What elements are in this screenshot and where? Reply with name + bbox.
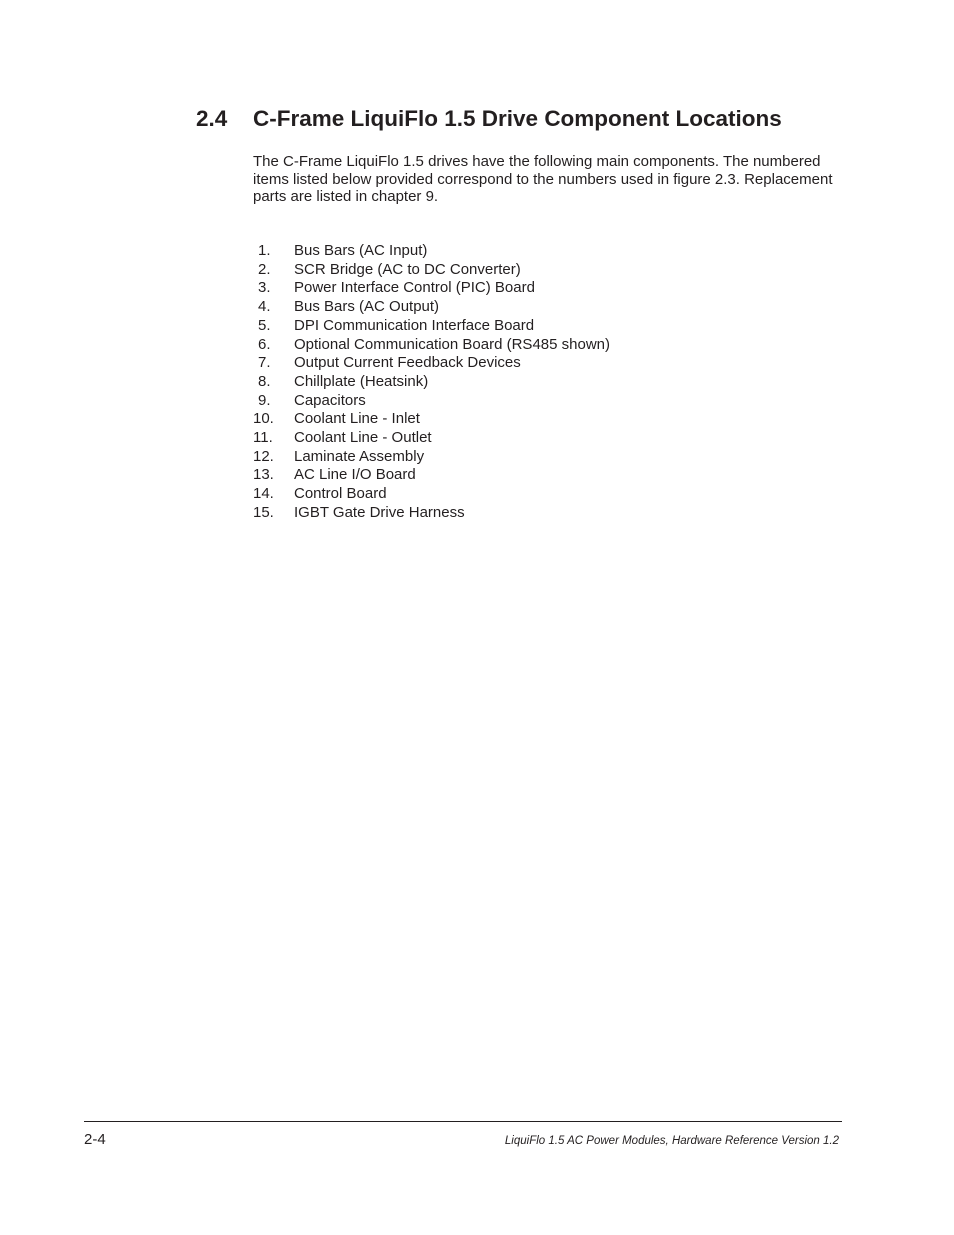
list-item bbox=[253, 504, 610, 523]
item-label: AC Line I/O Board bbox=[294, 466, 416, 484]
item-number: 4. bbox=[258, 298, 271, 316]
item-number: 3. bbox=[258, 279, 271, 297]
page-number: 2-4 bbox=[84, 1131, 106, 1148]
item-number: 12. bbox=[253, 447, 274, 465]
item-label: Power Interface Control (PIC) Board bbox=[294, 279, 535, 297]
item-number: 2. bbox=[258, 260, 271, 278]
list-item bbox=[253, 429, 610, 448]
component-list bbox=[253, 242, 610, 523]
item-label: Optional Communication Board (RS485 shown) bbox=[294, 335, 610, 353]
section-number: 2.4 bbox=[196, 106, 228, 131]
item-label: DPI Communication Interface Board bbox=[294, 316, 535, 334]
list-item bbox=[253, 279, 610, 298]
list-item bbox=[253, 485, 610, 504]
list-item bbox=[253, 317, 610, 336]
section-title: C-Frame LiquiFlo 1.5 Drive Component Locations bbox=[253, 106, 782, 131]
footer-divider bbox=[84, 1121, 842, 1122]
item-label: Coolant Line - Outlet bbox=[294, 429, 432, 447]
item-number: 15. bbox=[253, 503, 274, 521]
list-item bbox=[253, 466, 610, 485]
list-item bbox=[253, 261, 610, 280]
item-label: Bus Bars (AC Input) bbox=[294, 242, 428, 259]
item-label: Control Board bbox=[294, 485, 387, 503]
intro-paragraph: The C-Frame LiquiFlo 1.5 drives have the following main components. The numbered items listed below provided correspond to the numbers used in figure 2.3. Replacement parts are listed in chapter 9. bbox=[253, 153, 833, 206]
list-item bbox=[253, 336, 610, 355]
list-item bbox=[253, 373, 610, 392]
section-heading bbox=[196, 104, 782, 134]
item-number: 6. bbox=[258, 335, 271, 353]
item-number: 13. bbox=[253, 466, 274, 484]
item-number: 1. bbox=[258, 242, 271, 259]
list-item bbox=[253, 298, 610, 317]
item-label: Output Current Feedback Devices bbox=[294, 354, 521, 372]
item-number: 5. bbox=[258, 316, 271, 334]
list-item bbox=[253, 242, 610, 261]
list-item bbox=[253, 392, 610, 411]
list-item bbox=[253, 354, 610, 373]
item-label: Coolant Line - Inlet bbox=[294, 410, 420, 428]
item-number: 10. bbox=[253, 410, 274, 428]
list-item bbox=[253, 448, 610, 467]
list-item bbox=[253, 410, 610, 429]
item-label: Laminate Assembly bbox=[294, 447, 425, 465]
item-label: Bus Bars (AC Output) bbox=[294, 298, 440, 316]
item-number: 9. bbox=[258, 391, 271, 409]
item-label: Chillplate (Heatsink) bbox=[294, 372, 429, 390]
item-number: 14. bbox=[253, 485, 274, 503]
item-number: 11. bbox=[253, 429, 273, 447]
item-label: SCR Bridge (AC to DC Converter) bbox=[294, 260, 521, 278]
item-number: 8. bbox=[258, 372, 271, 390]
running-footer-title: LiquiFlo 1.5 AC Power Modules, Hardware Reference Version 1.2 bbox=[504, 1135, 839, 1147]
item-label: IGBT Gate Drive Harness bbox=[294, 503, 465, 521]
item-number: 7. bbox=[258, 354, 271, 372]
item-label: Capacitors bbox=[294, 391, 366, 409]
